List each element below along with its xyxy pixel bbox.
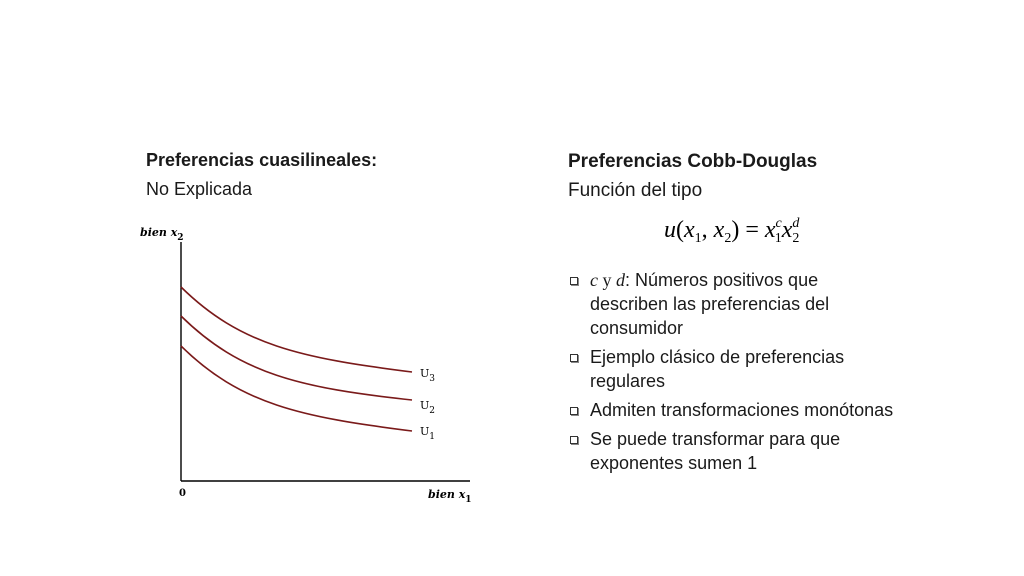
bullet-text: Ejemplo clásico de preferencias regulares [590, 347, 845, 391]
formula-comma: , [701, 217, 714, 243]
square-bullet-icon [570, 436, 578, 444]
formula-sub1-power: 1 [774, 231, 782, 246]
formula-sub1: 1 [694, 231, 702, 246]
formula-x1: x [684, 217, 695, 243]
bullet-var-c: c [590, 270, 598, 290]
square-bullet-icon [570, 354, 578, 362]
indifference-curve-u2 [181, 316, 412, 400]
bullet-list [568, 268, 898, 480]
origin-label: 0 [179, 488, 186, 499]
x-axis-label: bien $x_1$ [428, 488, 472, 505]
bullet-item [568, 427, 898, 475]
formula-x1-power: x [764, 217, 776, 243]
indifference-curves-graph [130, 220, 480, 510]
bullet-conj: y [598, 270, 616, 290]
bullet-text: : Números positivos que describen las preferencias del consumidor [590, 270, 830, 338]
formula-equals: = [739, 217, 765, 243]
indifference-curve-u3 [181, 287, 412, 372]
formula-index-c [776, 216, 782, 247]
formula-index-d [792, 216, 799, 247]
indifference-curve-u1 [181, 346, 412, 431]
left-subtitle: No Explicada [146, 179, 253, 199]
right-subtitle: Función del tipo [568, 180, 703, 201]
cobb-douglas-formula [664, 216, 799, 247]
y-axis-label: bien $x_2$ [140, 226, 184, 243]
bullet-item [568, 268, 898, 340]
square-bullet-icon [570, 277, 578, 285]
curve-label-u2: $U_2$ [420, 399, 436, 416]
formula-func: u [664, 217, 676, 243]
formula-sub2-power: 2 [792, 231, 800, 246]
curve-label-u3: $U_3$ [420, 367, 436, 384]
curve-label-u1: $U_1$ [420, 425, 436, 442]
left-title: Preferencias cuasilineales: [146, 150, 378, 170]
bullet-item [568, 398, 898, 422]
right-title: Preferencias Cobb-Douglas [568, 151, 818, 172]
square-bullet-icon [570, 407, 578, 415]
formula-open-paren: ( [676, 217, 684, 243]
formula-exp-d: d [792, 216, 800, 231]
bullet-var-d: d [616, 270, 625, 290]
formula-close-paren: ) [731, 217, 740, 243]
formula-exp-c: c [775, 216, 782, 231]
formula-x2-power: x [781, 217, 793, 243]
bullet-text: Se puede transformar para que exponentes sumen 1 [590, 429, 841, 473]
bullet-text: Admiten transformaciones monótonas [590, 400, 894, 420]
bullet-item [568, 345, 898, 393]
formula-x2: x [713, 217, 725, 243]
formula-sub2: 2 [724, 231, 732, 246]
